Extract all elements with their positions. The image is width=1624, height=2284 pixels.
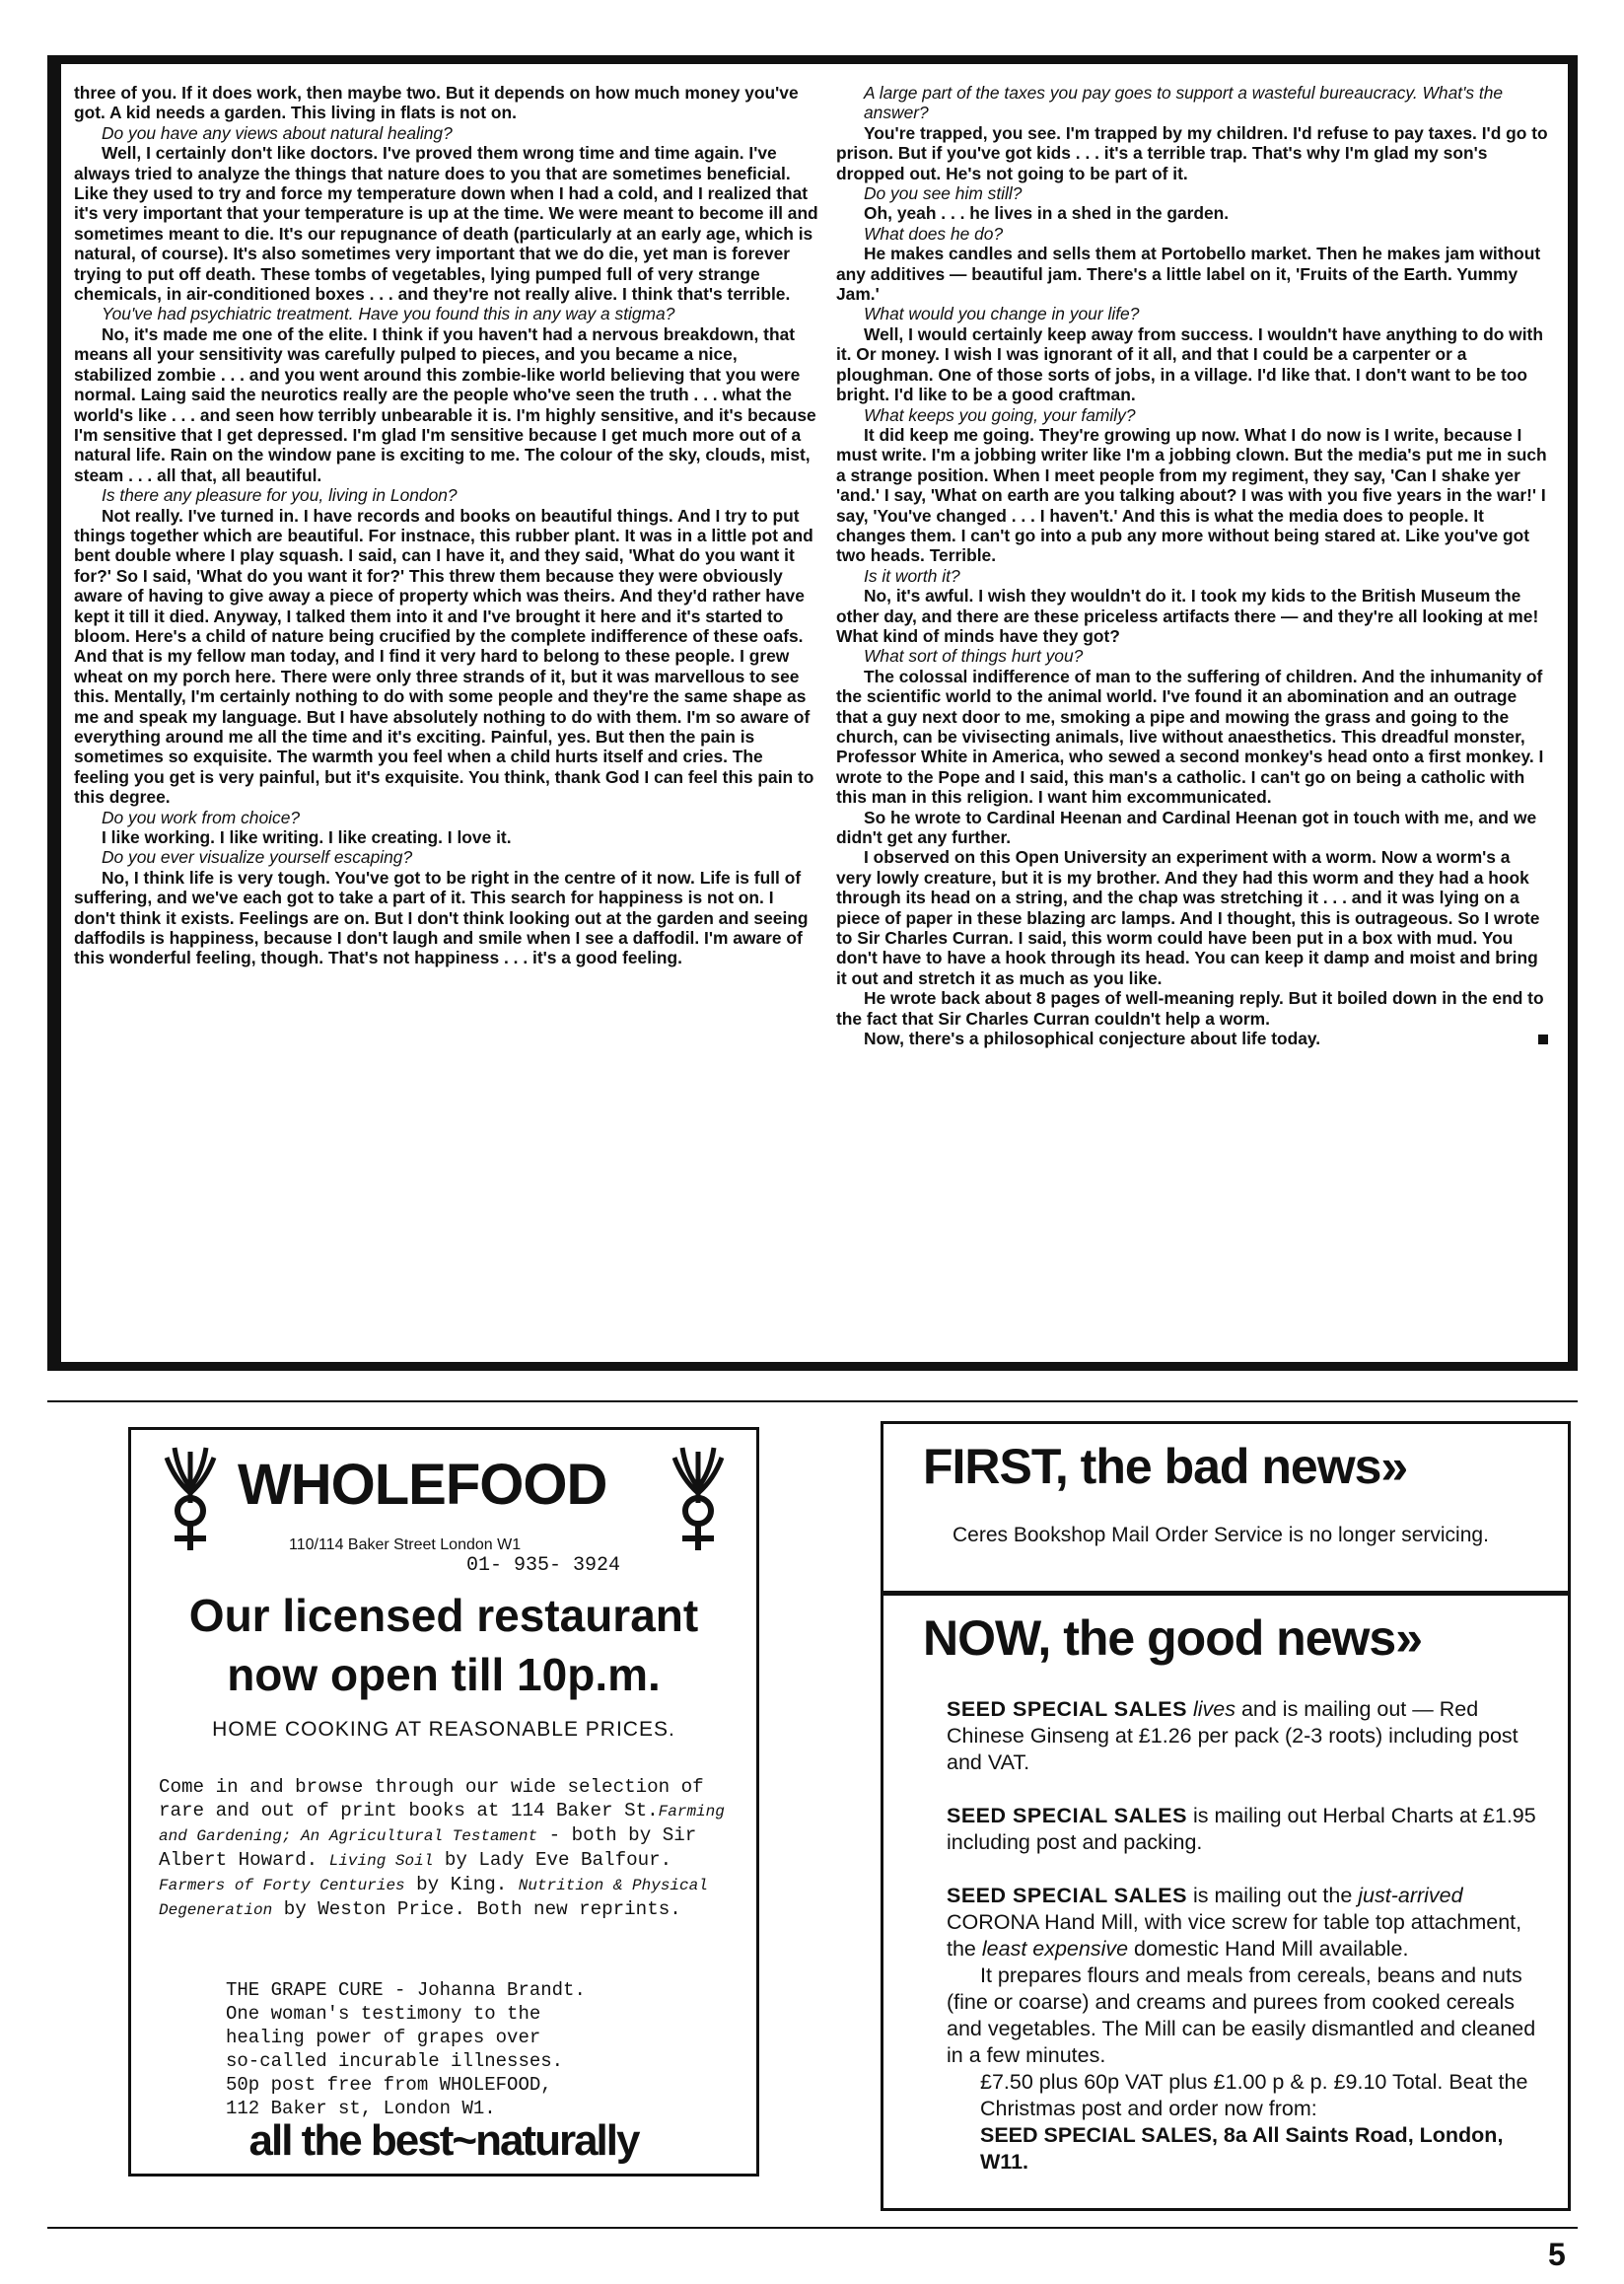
interview-question: Do you ever visualize yourself escaping? bbox=[102, 847, 413, 868]
interview-answer: So he wrote to Cardinal Heenan and Cardinal Heenan got in touch with me, and we didn't get any further. bbox=[836, 807, 1537, 848]
headline-line: Our licensed restaurant bbox=[188, 1590, 699, 1641]
book-title: Farming and Gardening; An Agricultural Testament bbox=[159, 1803, 725, 1845]
phone-number: 01- 935- 3924 bbox=[466, 1554, 621, 1577]
headline-line: now open till 10p.m. bbox=[227, 1649, 661, 1700]
interview-question: Is it worth it? bbox=[864, 565, 960, 586]
grape-cure-text: THE GRAPE CURE - Johanna Brandt. One woman's testimony to the healing power of grapes over so-called incurable illnesses. 50p post free from WHOLEFOOD, 112 Baker st, London W1. bbox=[226, 1979, 586, 2119]
offer-paragraph bbox=[947, 1696, 1538, 1776]
offer-text: CORONA Hand Mill, with vice screw for table top attachment, the bbox=[947, 1910, 1522, 1961]
interview-answer: Well, I would certainly keep away from success. I wouldn't have anything to do with it. Or money. I wish I was ignorant of it all, and that I could be a carpenter or a ploughman. One of those sorts of jobs, in a village. I'd like that. I don't want to be too bright. I'd like to be a good craftman. bbox=[836, 323, 1543, 405]
good-news-body bbox=[947, 1696, 1538, 2176]
interview-answer: He wrote back about 8 pages of well-meaning reply. But it boiled down in the end to the fact that Sir Charles Curran couldn't help a worm. bbox=[836, 988, 1544, 1029]
interview-answer: Oh, yeah . . . he lives in a shed in the garden. bbox=[864, 203, 1230, 224]
interview-answer: No, it's awful. I wish they wouldn't do it. I took my kids to the British Museum the other day, and there are these priceless artifacts there — and they're all looking at me! What kind of minds have they got? bbox=[836, 586, 1539, 646]
emphasis: just-arrived bbox=[1358, 1884, 1463, 1907]
interview-answer: Well, I certainly don't like doctors. I've proved them wrong time and time again. I've always tried to analyze the things that nature does to you that are sometimes beneficial. Like they used to try and force my temperature down when I had a cold, and I realized that it's very important that your temperature is up at the time. We were meant to become ill and sometimes meant to die. It's our repugnance of death (particularly at an early age, which is natural, of course). It's also sometimes very important that we do die, yet man is forever trying to put off death. These tombs of vegetables, lying pumped full of very strange chemicals, in air-conditioned boxes . . . and they're not really alive. I think that's terrible. bbox=[74, 143, 818, 305]
interview-answer: He makes candles and sells them at Portobello market. Then he makes jam without any additives — beautiful jam. There's a little label on it, 'Fruits of the Earth. Yummy Jam.' bbox=[836, 244, 1541, 305]
ceres-advert bbox=[881, 1421, 1571, 2211]
article-column-left bbox=[74, 83, 818, 968]
books-text-part: Come in and browse through our wide selection of rare and out of print books at 114 Baker St. bbox=[159, 1776, 704, 1821]
seller-name: SEED SPECIAL SALES bbox=[947, 1804, 1187, 1827]
headline bbox=[131, 1586, 756, 1704]
interview-question: What keeps you going, your family? bbox=[864, 404, 1136, 425]
wheat-symbol-icon bbox=[161, 1444, 220, 1552]
wholefood-advert bbox=[128, 1427, 759, 2177]
interview-answer: I observed on this Open University an experiment with a worm. Now a worm's a very lowly creature, but it is my brother. And they had this worm and they had a hook through its head on a string, and the chap was stretching it . . . and it was lying on a piece of paper in these blazing arc lamps. And I thought, this is outrageous. So I wrote to Sir Charles Curran. I said, this worm could have been put in a box with mud. You don't have to have a hook through its head. You can keep it damp and moist and bring it out and stretch it as much as you like. bbox=[836, 847, 1540, 988]
book-title: Farmers of Forty Centuries bbox=[159, 1877, 405, 1894]
book-title: Living Soil bbox=[328, 1852, 434, 1870]
interview-question: A large part of the taxes you pay goes to support a wasteful bureaucracy. What's the answer? bbox=[864, 83, 1504, 123]
order-address: SEED SPECIAL SALES, 8a All Saints Road, London, W11. bbox=[980, 2123, 1504, 2174]
offer-paragraph bbox=[947, 1803, 1538, 1856]
horizontal-rule bbox=[47, 2227, 1578, 2229]
interview-answer: It did keep me going. They're growing up now. What I do now is I write, because I must write. I'm a jobbing writer like I'm a jobbing clown. But the media's put me in such a strange position. When I meet people from my regiment, they say, 'Can I shake yer 'and.' I say, 'What on earth are you talking about? I was with you five years in the war!' I say, 'You've changed . . . I haven't.' And this is what the media does to people. It changes them. I can't go into a pub any more without being stared at. Like you've got two heads. Terrible. bbox=[836, 424, 1547, 566]
interview-question: Do you work from choice? bbox=[102, 807, 301, 827]
seller-name: SEED SPECIAL SALES bbox=[947, 1884, 1187, 1907]
tagline: all the best~naturally bbox=[248, 2116, 639, 2165]
interview-answer: Not really. I've turned in. I have records and books on beautiful things. And I try to put things together which are beautiful. For instnace, this rubber plant. It was in a little pot and bent double where I play squash. I said, can I have it, and they said, 'What do you want it for?' So I said, 'What do you want it for?' This threw them because they were obviously aware of having to give away a piece of property which was theirs. And they'd rather have kept it till it died. Anyway, I talked them into it and I've brought it here and it's started to bloom. Here's a child of nature being crucified by the complete indifference of these oafs. And that is my fellow man today, and I find it very hard to belong to these people. I grew wheat on my porch here. There were only three strands of it, but it was marvellous to see this. Mentally, I'm certainly nothing to do with some people and they're the same shape as me and speak my language. But I have absolutely nothing to do with them. I'm so aware of everything around me all the time and it's exciting. Painful, yes. But then the pain is sometimes so exquisite. The warmth you feel when a child hurts itself and cries. The feeling you get is very painful, but it's exquisite. You think, thank God I can feel this pain to this degree. bbox=[74, 505, 814, 808]
interview-question: Do you have any views about natural healing? bbox=[102, 122, 453, 143]
emphasis: lives bbox=[1192, 1697, 1236, 1721]
interview-question: Is there any pleasure for you, living in London? bbox=[102, 485, 458, 506]
interview-question: You've had psychiatric treatment. Have you found this in any way a stigma? bbox=[102, 304, 675, 324]
good-news-heading: NOW, the good news» bbox=[923, 1610, 1423, 1666]
interview-question: What does he do? bbox=[864, 223, 1004, 244]
interview-answer: No, I think life is very tough. You've got to be right in the centre of it now. Life is full of suffering, and we've each got to take a part of it. This search for happiness is not on. I don't think it exists. Feelings are on. But I don't think looking out at the garden and seeing daffodils is happiness, because I don't laugh and smile when I see a daffodil. I'm aware of this wonderful feeling, though. That's not happiness . . . it's a good feeling. bbox=[74, 867, 809, 968]
brand-name: WHOLEFOOD bbox=[238, 1453, 607, 1517]
interview-answer: The colossal indifference of man to the suffering of children. And the inhumanity of the scientific world to the animal world. I've found it an abomination and an outrage that a guy next door to me, smoking a pipe and mowing the grass and going to the church, can be vivisecting animals, live without anaesthetics. This dreadful monster, Professor White in America, who sewed a second monkey's head onto a first monkey. I wrote to the Pope and I said, this man's a catholic. I can't go on being a catholic with this man in this religion. I want him excommunicated. bbox=[836, 666, 1544, 808]
books-text-part: - both by Sir Albert Howard. bbox=[159, 1824, 697, 1871]
frame-edge bbox=[47, 1362, 1578, 1371]
price-text: £7.50 plus 60p VAT plus £1.00 p & p. £9.10 Total. Beat the Christmas post and order now from: bbox=[980, 2070, 1528, 2120]
mill-description: It prepares flours and meals from cereals, beans and nuts (fine or coarse) and creams and purees from cooked cereals and vegetables. The Mill can be easily dismantled and cleaned in a few minutes. bbox=[947, 1963, 1536, 2067]
end-of-article-mark bbox=[1538, 1035, 1548, 1044]
interview-answer: Now, there's a philosophical conjecture about life today. bbox=[836, 1029, 1548, 1048]
address: 110/114 Baker Street London W1 bbox=[289, 1536, 522, 1553]
page-number: 5 bbox=[1548, 2237, 1566, 2272]
books-text-part: by Lady Eve Balfour. bbox=[433, 1849, 672, 1871]
interview-question: Do you see him still? bbox=[864, 183, 1023, 204]
article-column-right bbox=[836, 83, 1548, 1049]
books-text-part: by Weston Price. Both new reprints. bbox=[272, 1898, 681, 1920]
bad-news-text: Ceres Bookshop Mail Order Service is no longer servicing. bbox=[953, 1524, 1489, 1546]
interview-question: What sort of things hurt you? bbox=[864, 646, 1084, 667]
offer-paragraph bbox=[947, 1883, 1538, 1963]
frame-edge bbox=[47, 55, 61, 1371]
offer-text: domestic Hand Mill available. bbox=[1128, 1937, 1409, 1961]
emphasis: least expensive bbox=[981, 1937, 1129, 1961]
offer-text: and is mailing out — Red Chinese Ginseng at £1.26 per pack (2-3 roots) including post and VAT. bbox=[947, 1697, 1518, 1774]
offer-text: is mailing out the bbox=[1186, 1884, 1359, 1907]
book-title: Nutrition & Physical Degeneration bbox=[159, 1877, 708, 1919]
wheat-symbol-icon bbox=[669, 1444, 728, 1552]
frame-edge bbox=[1568, 55, 1578, 1371]
home-cooking: HOME COOKING AT REASONABLE PRICES. bbox=[212, 1718, 675, 1741]
interview-answer: three of you. If it does work, then maybe two. But it depends on how much money you've got. A kid needs a garden. This living in flats is not on. bbox=[74, 83, 799, 123]
offer-text: is mailing out Herbal Charts at £1.95 including post and packing. bbox=[947, 1804, 1536, 1854]
interview-answer: No, it's made me one of the elite. I think if you haven't had a nervous breakdown, that means all your sensitivity was carefully pulped to pieces, and you became a nice, stabilized zombie . . . and you went around this zombie-like world believing that you were normal. Laing said the neurotics really are the people who've seen the truth . . . what the world's like . . . and seen how terribly unbearable it is. I'm highly sensitive, and it's because I'm sensitive that I get depressed. I'm glad I'm sensitive because I get much more out of a natural life. Rain on the window pane is exciting to me. The colour of the sky, clouds, mist, steam . . . all that, all beautiful. bbox=[74, 323, 816, 485]
bad-news-heading: FIRST, the bad news» bbox=[923, 1439, 1408, 1494]
books-text-part: by King. bbox=[404, 1874, 519, 1895]
horizontal-rule bbox=[47, 1400, 1578, 1402]
divider bbox=[883, 1591, 1568, 1596]
interview-answer: I like working. I like writing. I like creating. I love it. bbox=[102, 827, 512, 848]
interview-answer: You're trapped, you see. I'm trapped by my children. I'd refuse to pay taxes. I'd go to prison. But if you've got kids . . . it's a terrible trap. That's why I'm glad my son's dropped out. He's not going to be part of it. bbox=[836, 122, 1548, 183]
frame-edge bbox=[47, 55, 1578, 64]
books-text bbox=[159, 1775, 741, 1922]
interview-question: What would you change in your life? bbox=[864, 304, 1140, 324]
seller-name: SEED SPECIAL SALES bbox=[947, 1697, 1187, 1721]
